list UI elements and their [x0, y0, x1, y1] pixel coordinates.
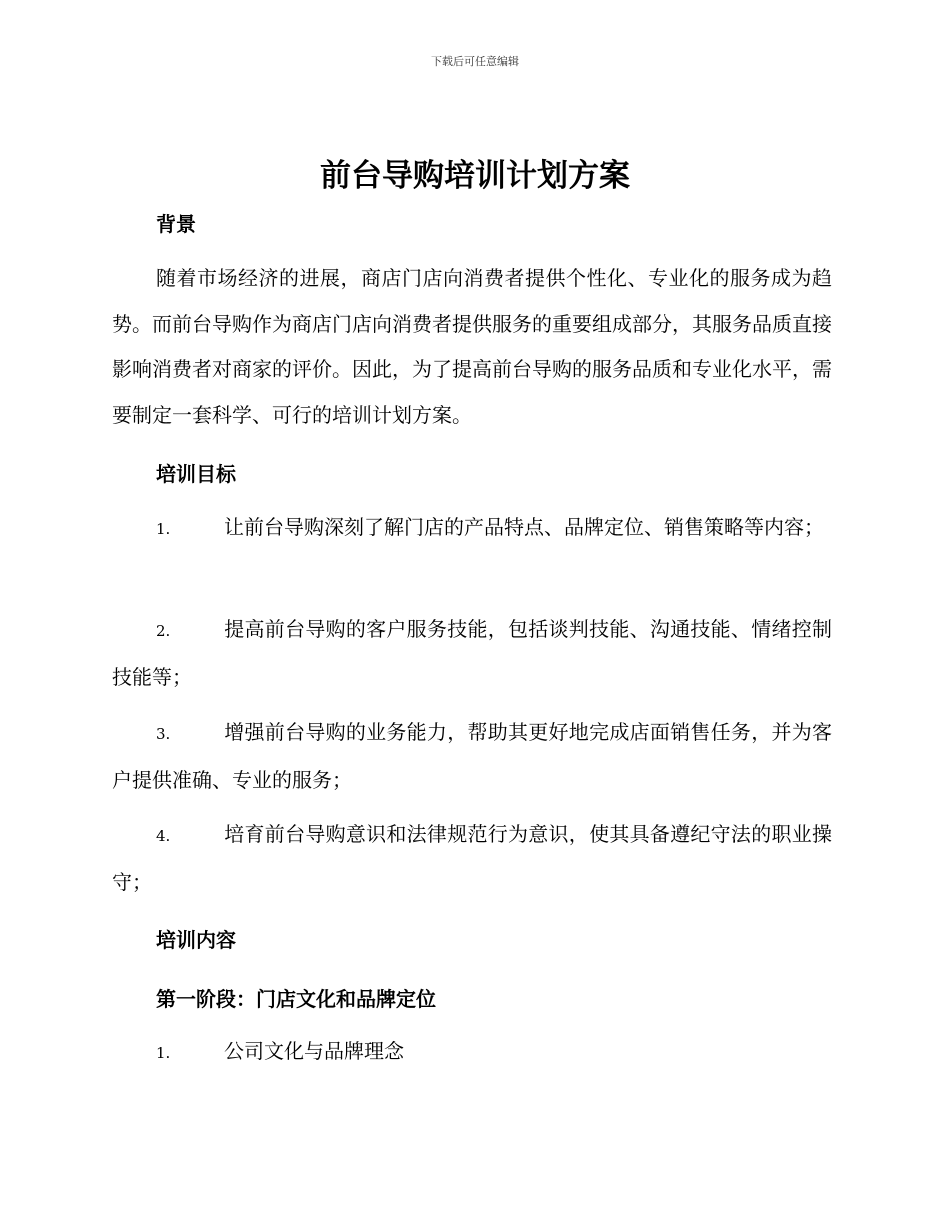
list-item-text: 提高前台导购的客户服务技能，包括谈判技能、沟通技能、情绪控制技能等； — [112, 617, 832, 689]
list-item-text: 公司文化与品牌理念 — [224, 1039, 404, 1063]
list-item-text: 增强前台导购的业务能力，帮助其更好地完成店面销售任务，并为客户提供准确、专业的服务； — [112, 720, 832, 792]
section-heading-background: 背景 — [156, 212, 196, 236]
phase-list-item — [112, 1029, 832, 1077]
document-title: 前台导购培训计划方案 — [320, 158, 630, 194]
list-number: 1. — [156, 520, 171, 538]
section-heading-content: 培训内容 — [156, 928, 236, 952]
list-number: 1. — [156, 1044, 171, 1062]
phase-heading: 第一阶段：门店文化和品牌定位 — [156, 987, 436, 1011]
list-item-text: 培育前台导购意识和法律规范行为意识，使其具备遵纪守法的职业操守； — [112, 822, 832, 894]
goal-list-item — [112, 607, 832, 700]
list-number: 2. — [156, 622, 171, 640]
section-heading-goals: 培训目标 — [156, 462, 236, 486]
goal-list-item — [112, 812, 832, 905]
list-item-text: 让前台导购深刻了解门店的产品特点、品牌定位、销售策略等内容； — [224, 515, 824, 539]
list-number: 4. — [156, 827, 171, 845]
background-paragraph: 随着市场经济的进展，商店门店向消费者提供个性化、专业化的服务成为趋势。而前台导购作为商店门店向消费者提供服务的重要组成部分，其服务品质直接影响消费者对商家的评价。因此，为了提高前台导购的服务品质和专业化水平，需要制定一套科学、可行的培训计划方案。 — [112, 266, 832, 427]
list-number: 3. — [156, 725, 171, 743]
goal-list-item — [112, 710, 832, 803]
goal-list-item — [112, 505, 832, 553]
header-note: 下载后可任意编辑 — [431, 55, 519, 68]
